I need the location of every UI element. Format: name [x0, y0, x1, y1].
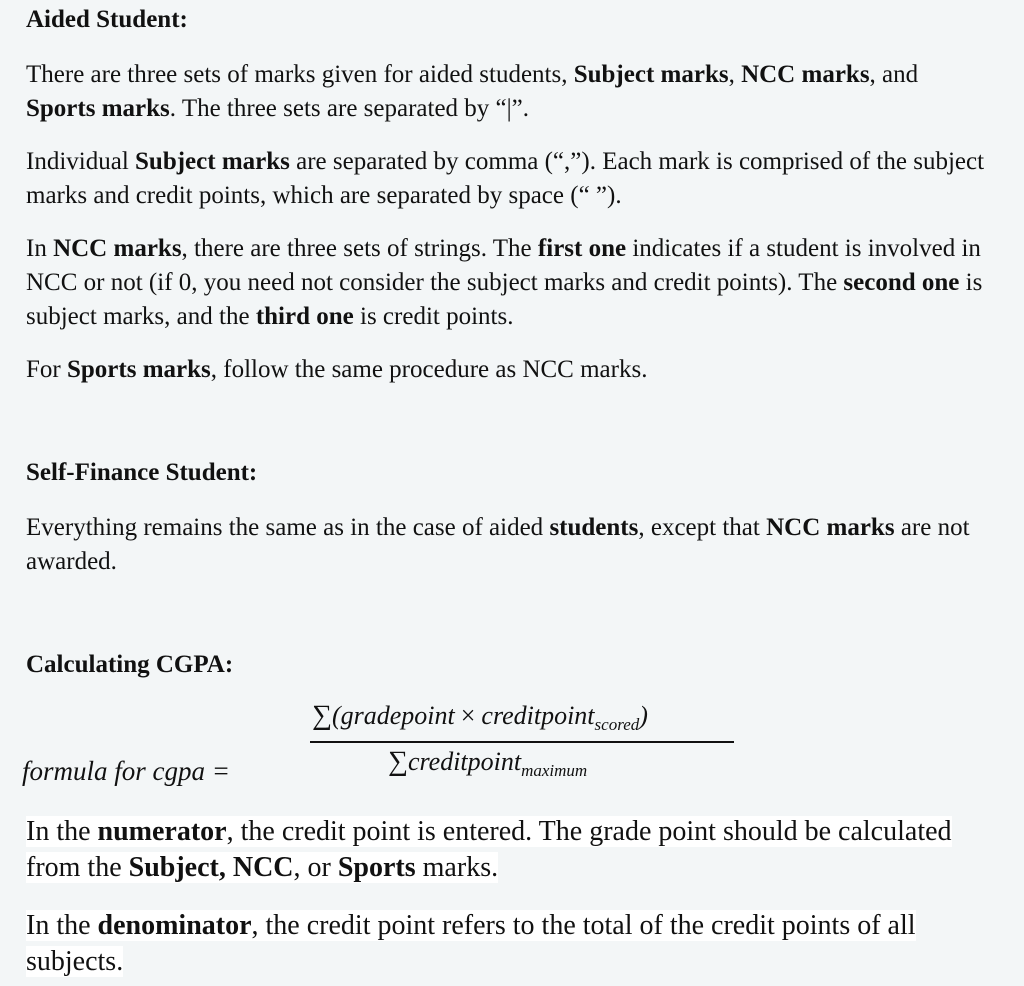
aided-paragraph-4: For Sports marks, follow the same procedure as NCC marks. [26, 356, 648, 383]
aided-paragraph-3: In NCC marks, there are three sets of strings. The first one indicates if a student is involved in NCC or not (if 0, you need not consider the subject marks and credit points). The second one is subject marks, and the third one is credit points. [26, 235, 983, 330]
times-symbol: × [460, 701, 476, 730]
formula-label: formula for cgpa = [22, 756, 230, 786]
numerator-explanation: In the numerator, the credit point is entered. The grade point should be calculated from the Subject, NCC, or Sports marks. [26, 816, 952, 883]
aided-paragraph-2: Individual Subject marks are separated by comma (“,”). Each mark is comprised of the subject marks and credit points, which are separated by space (“ ”). [26, 148, 985, 209]
aided-student-heading: Aided Student: [26, 6, 188, 33]
sum-symbol: ∑ [388, 746, 408, 777]
cgpa-formula [282, 700, 734, 790]
self-finance-paragraph: Everything remains the same as in the case of aided students, except that NCC marks are not awarded. [26, 514, 970, 575]
cgpa-heading: Calculating CGPA: [26, 651, 234, 678]
self-finance-heading: Self-Finance Student: [26, 459, 258, 486]
aided-paragraph-1: There are three sets of marks given for aided students, Subject marks, NCC marks, and Sports marks. The three sets are separated by “|”. [26, 61, 919, 122]
formula-denominator: ∑creditpoint$_{maximum}$ [388, 746, 588, 781]
sum-symbol: ∑ [312, 700, 332, 731]
denominator-explanation: In the denominator, the credit point refers to the total of the credit points of all subjects. [26, 910, 916, 977]
formula-numerator: ∑(gradepoint × creditpoint$_{scored}$) [312, 700, 648, 735]
fraction-bar [310, 741, 734, 743]
